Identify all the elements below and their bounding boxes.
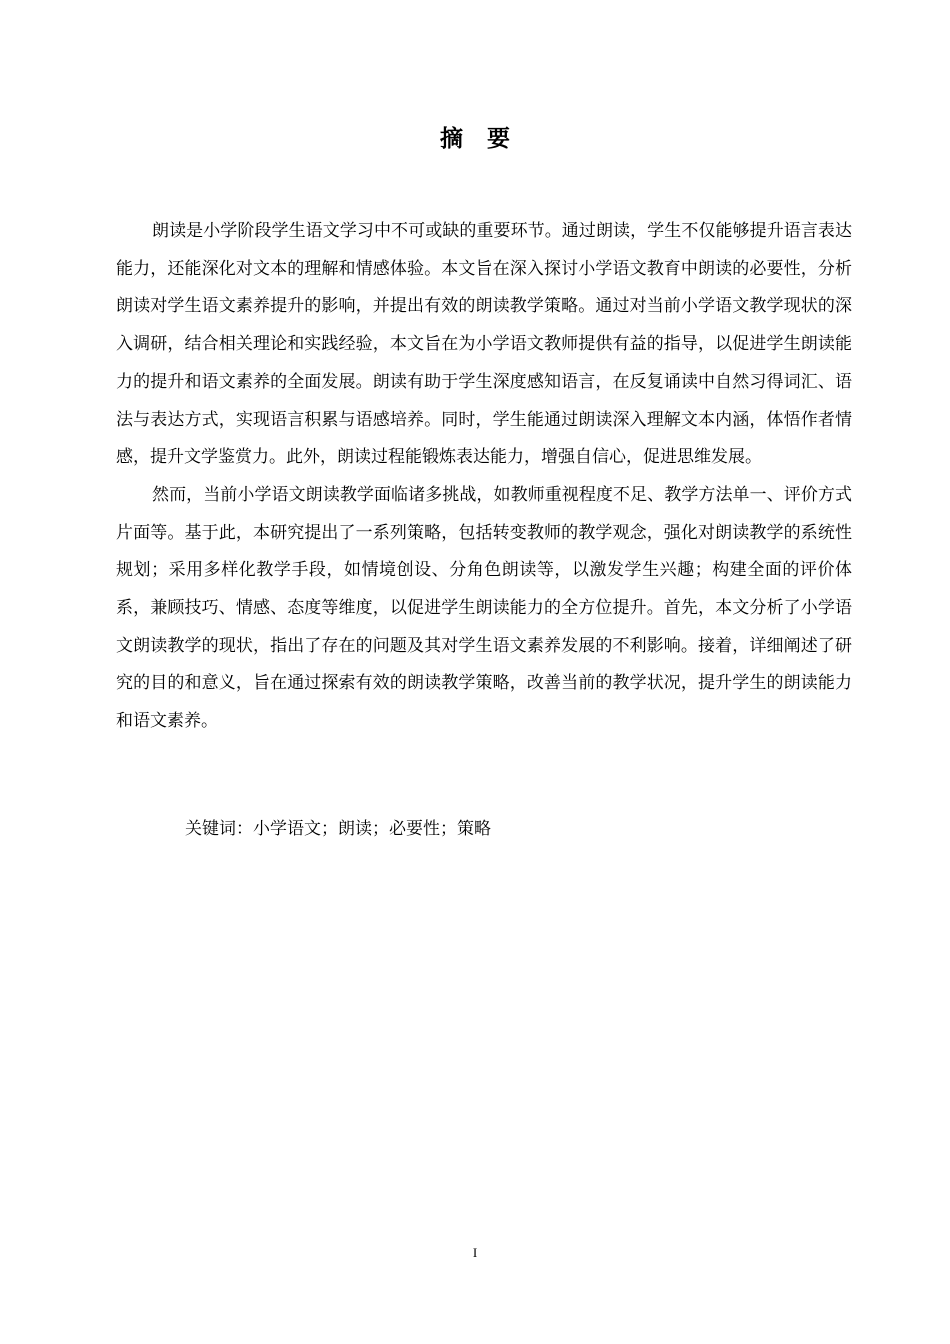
abstract-body [116,213,852,741]
abstract-paragraph-1: 朗读是小学阶段学生语文学习中不可或缺的重要环节。通过朗读，学生不仅能够提升语言表达能力，还能深化对文本的理解和情感体验。本文旨在深入探讨小学语文教育中朗读的必要性，分析朗读对学生语文素养提升的影响，并提出有效的朗读教学策略。通过对当前小学语文教学现状的深入调研，结合相关理论和实践经验，本文旨在为小学语文教师提供有益的指导，以促进学生朗读能力的提升和语文素养的全面发展。朗读有助于学生深度感知语言，在反复诵读中自然习得词汇、语法与表达方式，实现语言积累与语感培养。同时，学生能通过朗读深入理解文本内涵，体悟作者情感，提升文学鉴赏力。此外，朗读过程能锻炼表达能力，增强自信心，促进思维发展。 [116,221,852,468]
page-title: 摘要 [440,125,534,152]
page-number: I [472,1245,478,1260]
keywords-line: 关键词：小学语文；朗读；必要性；策略 [185,819,491,839]
abstract-paragraph-2: 然而，当前小学语文朗读教学面临诸多挑战，如教师重视程度不足、教学方法单一、评价方式片面等。基于此，本研究提出了一系列策略，包括转变教师的教学观念，强化对朗读教学的系统性规划；采用多样化教学手段，如情境创设、分角色朗读等，以激发学生兴趣；构建全面的评价体系，兼顾技巧、情感、态度等维度，以促进学生朗读能力的全方位提升。首先，本文分析了小学语文朗读教学的现状，指出了存在的问题及其对学生语文素养发展的不利影响。接着，详细阐述了研究的目的和意义，旨在通过探索有效的朗读教学策略，改善当前的教学状况，提升学生的朗读能力和语文素养。 [116,484,852,732]
